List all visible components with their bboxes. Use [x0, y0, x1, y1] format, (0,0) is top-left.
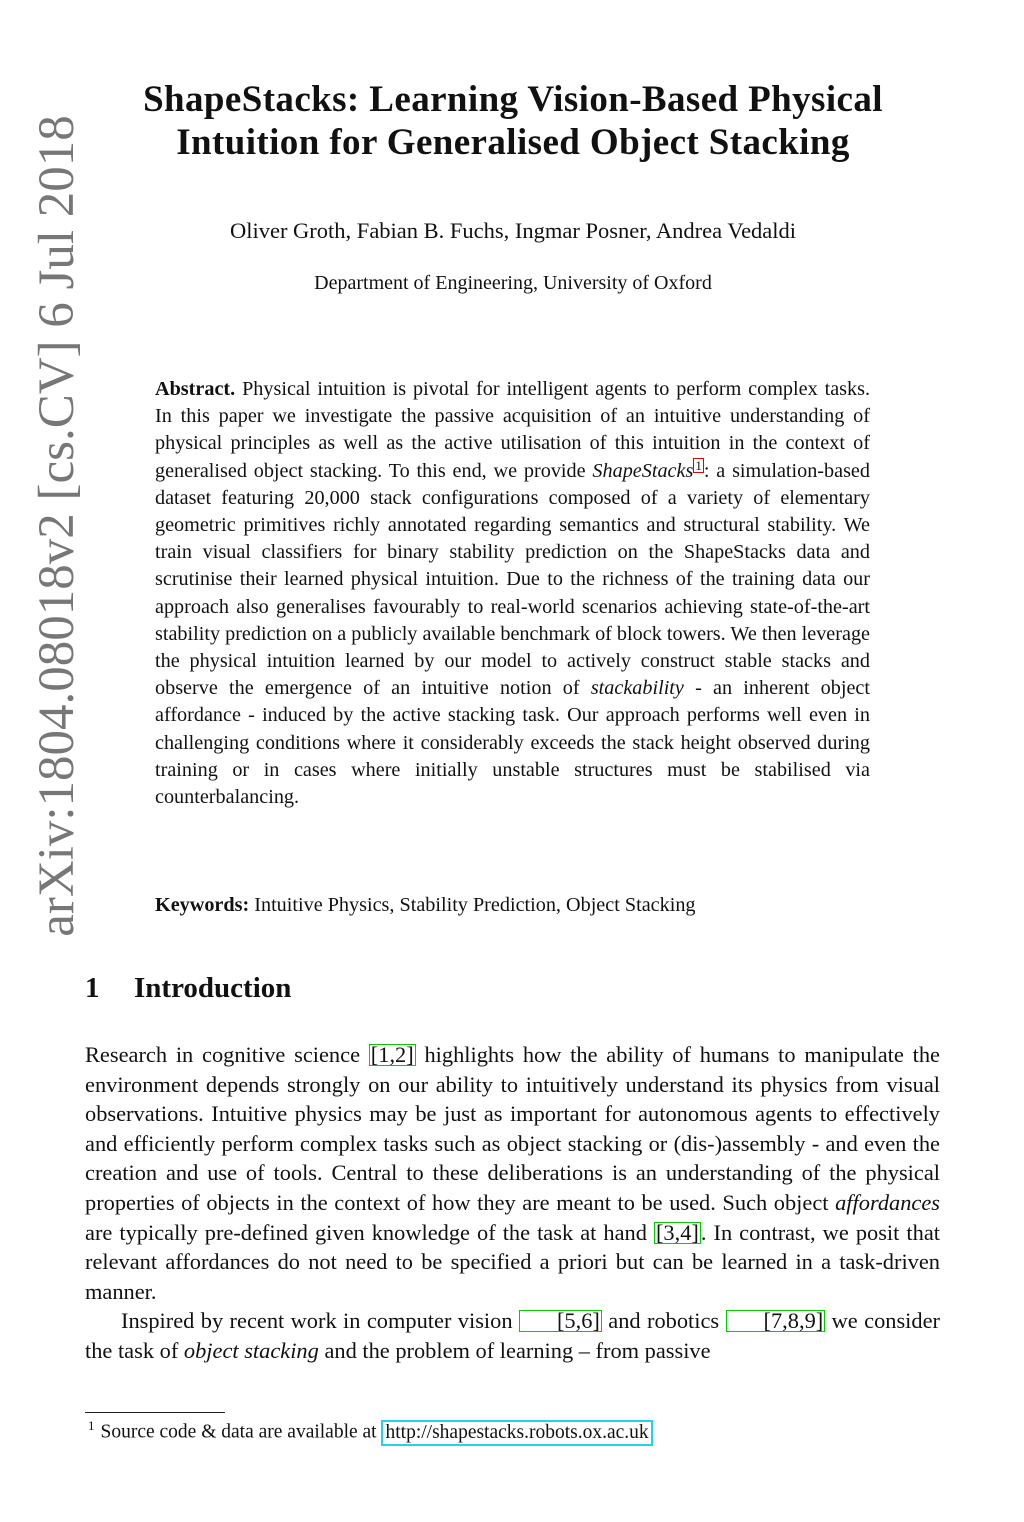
intro-text: we consider the task of	[85, 1308, 940, 1363]
abstract	[155, 376, 870, 811]
intro-paragraph-1	[85, 1040, 940, 1306]
citation-link[interactable]: [1,2]	[370, 1042, 414, 1067]
intro-text: highlights how the ability of humans to manipulate the environment depends strongly on our ability to intuitively understand its physics from visual observations. Intuitive physics may be just as important for autonomous agents to effectively and efficiently perform complex tasks such as object stacking or (dis-)assembly - and even the creation and use of tools. Central to these deliberations is an understanding of the physical properties of objects in the context of how they are meant to be used. Such object	[85, 1042, 940, 1215]
intro-text: Research in cognitive science	[85, 1042, 361, 1067]
footnote-divider	[85, 1412, 225, 1413]
intro-text: . In contrast, we posit that relevant affordances do not need to be specified a priori but can be learned in a task-driven manner.	[85, 1219, 940, 1304]
section-title: Introduction	[134, 972, 292, 1004]
author-list: Oliver Groth, Fabian B. Fuchs, Ingmar Posner, Andrea Vedaldi	[229, 218, 797, 243]
object-stacking-term: object stacking	[183, 1337, 319, 1363]
footnote-ref-link[interactable]: 1	[695, 457, 702, 473]
introduction-body	[85, 1040, 940, 1366]
keywords-text: Intuitive Physics, Stability Prediction, Object Stacking	[254, 894, 696, 916]
intro-text: and the problem of learning – from passive	[324, 1337, 711, 1363]
abstract-text-1: Physical intuition is pivotal for intelligent agents to perform complex tasks. In this paper we investigate the passive acquisition of an intuitive understanding of physical principles as well as the active utilisation of this intuition in the context of generalised object stacking. To this end, we provide	[155, 378, 871, 482]
arxiv-identifier-stamp	[22, 115, 92, 937]
dataset-url-link[interactable]: http://shapestacks.robots.ox.ac.uk	[381, 1420, 652, 1446]
paper-title	[100, 78, 926, 164]
citation-link[interactable]: [3,4]	[655, 1219, 699, 1245]
footnote	[88, 1418, 653, 1446]
intro-text: and robotics	[608, 1308, 720, 1334]
abstract-label: Abstract.	[155, 378, 236, 400]
keywords-label: Keywords:	[155, 894, 250, 916]
stackability-term: stackability	[590, 677, 684, 700]
dataset-name: ShapeStacks	[592, 459, 694, 482]
footnote-text: Source code & data are available at	[100, 1421, 377, 1443]
arxiv-identifier-text: arXiv:1804.08018v2 [cs.CV] 6 Jul 2018	[29, 115, 86, 937]
affiliation: Department of Engineering, University of Oxford	[314, 272, 712, 294]
section-number: 1	[85, 972, 100, 1004]
intro-text: are typically pre-defined given knowledge of the task at hand	[85, 1219, 647, 1245]
affordances-term: affordances	[835, 1189, 940, 1215]
keywords	[155, 894, 915, 917]
footnote-mark: 1	[88, 1418, 95, 1433]
title-line-2: Intuition for Generalised Object Stacking	[176, 122, 850, 163]
citation-link[interactable]: [5,6]	[519, 1310, 602, 1332]
title-line-1: ShapeStacks: Learning Vision-Based Physical	[143, 79, 883, 120]
intro-paragraph-2	[85, 1306, 940, 1365]
section-heading-introduction	[85, 972, 291, 1005]
abstract-text-2: : a simulation-based dataset featuring 20,000 stack configurations composed of a variety of elementary geometric primitives richly annotated regarding semantics and structural stability. We train visual classifiers for binary stability prediction on the ShapeStacks data and scrutinise their learned physical intuition. Due to the richness of the training data our approach also generalises favourably to real-world scenarios achieving state-of-the-art stability prediction on a publicly available benchmark of block towers. We then leverage the physical intuition learned by our model to actively construct stable stacks and observe the emergence of an intuitive notion of	[155, 459, 870, 700]
intro-text: Inspired by recent work in computer vision	[121, 1308, 513, 1334]
citation-link[interactable]: [7,8,9]	[726, 1310, 826, 1332]
abstract-text-3: - an inherent object affordance - induced by the active stacking task. Our approach performs well even in challenging conditions where it considerably exceeds the stack height observed during training or in cases where initially unstable structures must be stabilised via counterbalancing.	[155, 677, 870, 809]
